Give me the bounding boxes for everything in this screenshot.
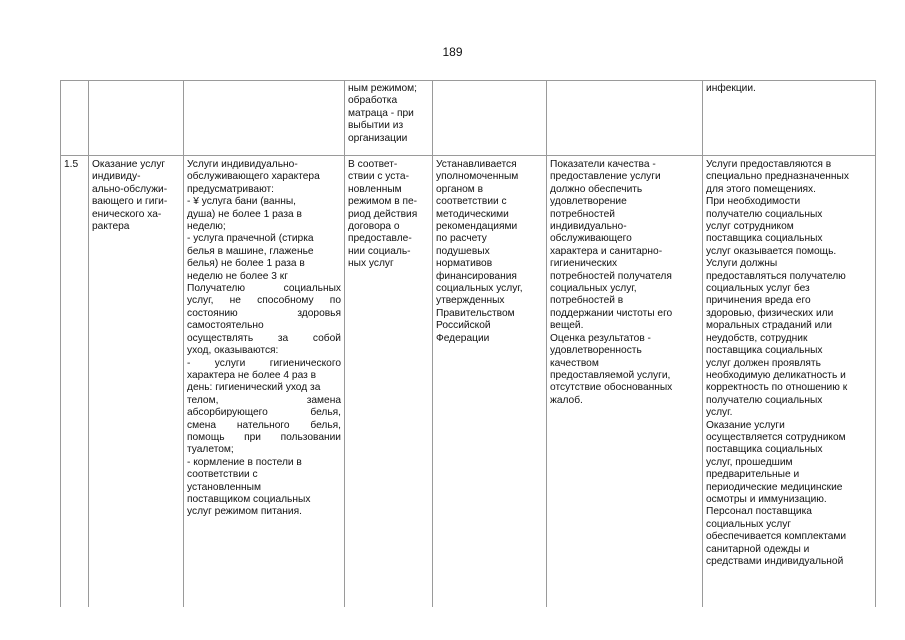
cell-term: ным режимом; обработка матраца - при выбытии из организации xyxy=(345,81,433,156)
service-content: Услуги индивидуально- обслуживающего характера предусматривают: - ¥ услуга бани (ванны, душа) не более 1 раза в неделю; - услуга прачечной (стирка белья в машине, глаженье белья) не более 1 раза в неделю не более 3 кг Получателю социальных услуг, не способному по состоянию здоровья самостоятельно осуществлять за собой уход, оказываются: - услуги гигиенического характера не более 4 раз в день: гигиенический уход за телом, замена абсорбирующего белья, смена нательного белья, помощь при пользовании туалетом; - кормление в постели в соответствии с установленным поставщиком социальных услуг режимом питания. xyxy=(184,156,345,608)
service-name: Оказание услуг индивиду- ально-обслужи- вающего и гиги- енического ха- рактера xyxy=(89,156,184,608)
cell-num xyxy=(61,81,89,156)
cell-name xyxy=(89,81,184,156)
service-conditions: Услуги предоставляются в специально предназначенных для этого помещениях. При необходимости получателю социальных услуг сотрудником поставщика социальных услуг оказывается помощь. Услуги должны предоставляться получателю социальных услуг без причинения вреда его здоровью, физических или моральных страданий или неудобств, сотрудник поставщика социальных услуг должен проявлять необходимую деликатность и корректность по отношению к получателю социальных услуг. Оказание услуги осуществляется сотрудником поставщика социальных услуг, прошедшим предварительные и периодические медицинские осмотры и иммунизацию. Персонал поставщика социальных услуг обеспечивается комплектами санитарной одежды и средствами индивидуальной xyxy=(703,156,876,608)
service-quality: Показатели качества - предоставление услуги должно обеспечить удовлетворение потребностей индивидуально- обслуживающего характера и санитарно- гигиенических потребностей получателя социальных услуг, потребностей в поддержании чистоты его вещей. Оценка результатов - удовлетворенность качеством предоставляемой услуги, отсутствие обоснованных жалоб. xyxy=(547,156,703,608)
table-row-1-5 xyxy=(61,156,876,608)
service-term: В соответ- ствии с уста- новленным режимом в пе- риод действия договора о предоставле- нии социаль- ных услуг xyxy=(345,156,433,608)
services-table xyxy=(60,80,876,607)
cell-content xyxy=(184,81,345,156)
cell-quality xyxy=(547,81,703,156)
row-number: 1.5 xyxy=(61,156,89,608)
table-row-continued xyxy=(61,81,876,156)
service-norm: Устанавливается уполномоченным органом в соответствии с методическими рекомендациями по расчету подушевых нормативов финансирования социальных услуг, утвержденных Правительством Российской Федерации xyxy=(433,156,547,608)
cell-conditions: инфекции. xyxy=(703,81,876,156)
page-number: 189 xyxy=(442,45,463,59)
cell-norm xyxy=(433,81,547,156)
